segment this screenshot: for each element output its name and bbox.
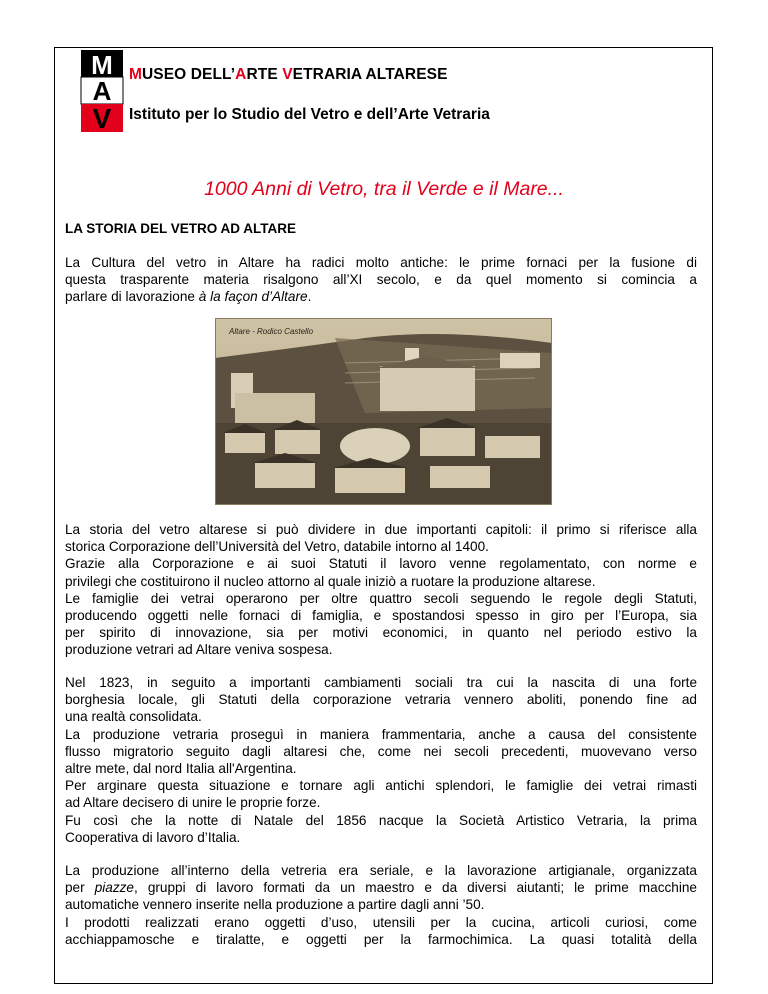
history-paragraph-2: Nel 1823, in seguito a importanti cambiamenti sociali tra cui la nascita di una forte borghesia locale, gli Statuti della corporazione vetraria vennero aboliti, ponendo fine ad una realtà consolidata. La produzione vetraria proseguì in maniera frammentaria, anche a causa del consistente flusso migratorio seguito dagli altaresi che, come nei secoli precedenti, muovevano verso altre mete, dal nord Italia all'Argentina. Per arginare questa situazione e tornare agli antichi splendori, le famiglie dei vetrai rimasti ad Altare decisero di unire le proprie forze. Fu così che la notte di Natale del 1856 nacque la Società Artistico Vetraria, la prima Cooperativa di lavoro d’Italia.: [65, 675, 697, 845]
logo-letter-m: M: [91, 50, 113, 80]
institute-name: Istituto per lo Studio del Vetro e dell’Arte Vetraria: [129, 106, 490, 123]
section-heading: LA STORIA DEL VETRO AD ALTARE: [65, 221, 297, 236]
mav-logo: [80, 50, 124, 132]
logo-letter-v: V: [92, 103, 112, 132]
historic-photo-altare: [215, 318, 552, 505]
history-paragraph-1: La storia del vetro altarese si può dividere in due importanti capitoli: il primo si riferisce alla storica Corporazione dell’Università del Vetro, databile intorno al 1400. Grazie alla Corporazione e ai suoi Statuti il lavoro venne regolamentato, con norme e privilegi che costituirono il nucleo attorno al quale iniziò a ruotare la produzione altarese. Le famiglie dei vetrai operarono per oltre quattro secoli seguendo le regole degli Statuti, producendo oggetti nelle fornaci di famiglia, e spostandosi spesso in giro per l’Europa, sia per spirito di innovazione, sia per motivi economici, in quanto nel periodo estivo la produzione vetrari ad Altare veniva sospesa.: [65, 522, 697, 658]
photo-caption: Altare - Rodico Castello: [229, 327, 314, 336]
page-title: 1000 Anni di Vetro, tra il Verde e il Mare...: [204, 178, 564, 200]
logo-letter-a: A: [92, 76, 112, 106]
museum-name: MUSEO DELL’ARTE VETRARIA ALTARESE: [129, 66, 448, 83]
history-paragraph-3: La produzione all’interno della vetreria era seriale, e la lavorazione artigianale, organizzata per piazze, gruppi di lavoro formati da un maestro e da diversi aiutanti; le prime macchine automatiche vennero inserite nella produzione a partire dagli anni ’50. I prodotti realizzati erano oggetti d’uso, utensili per la cucina, articoli curiosi, come acchiappamosche e tiralatte, e oggetti per la farmochimica. La quasi totalità della: [65, 863, 697, 947]
intro-paragraph: La Cultura del vetro in Altare ha radici molto antiche: le prime fornaci per la fusione di questa trasparente materia risalgono all’XI secolo, e da quel momento si comincia a parlare di lavorazione à la façon d’Altare.: [65, 255, 697, 305]
